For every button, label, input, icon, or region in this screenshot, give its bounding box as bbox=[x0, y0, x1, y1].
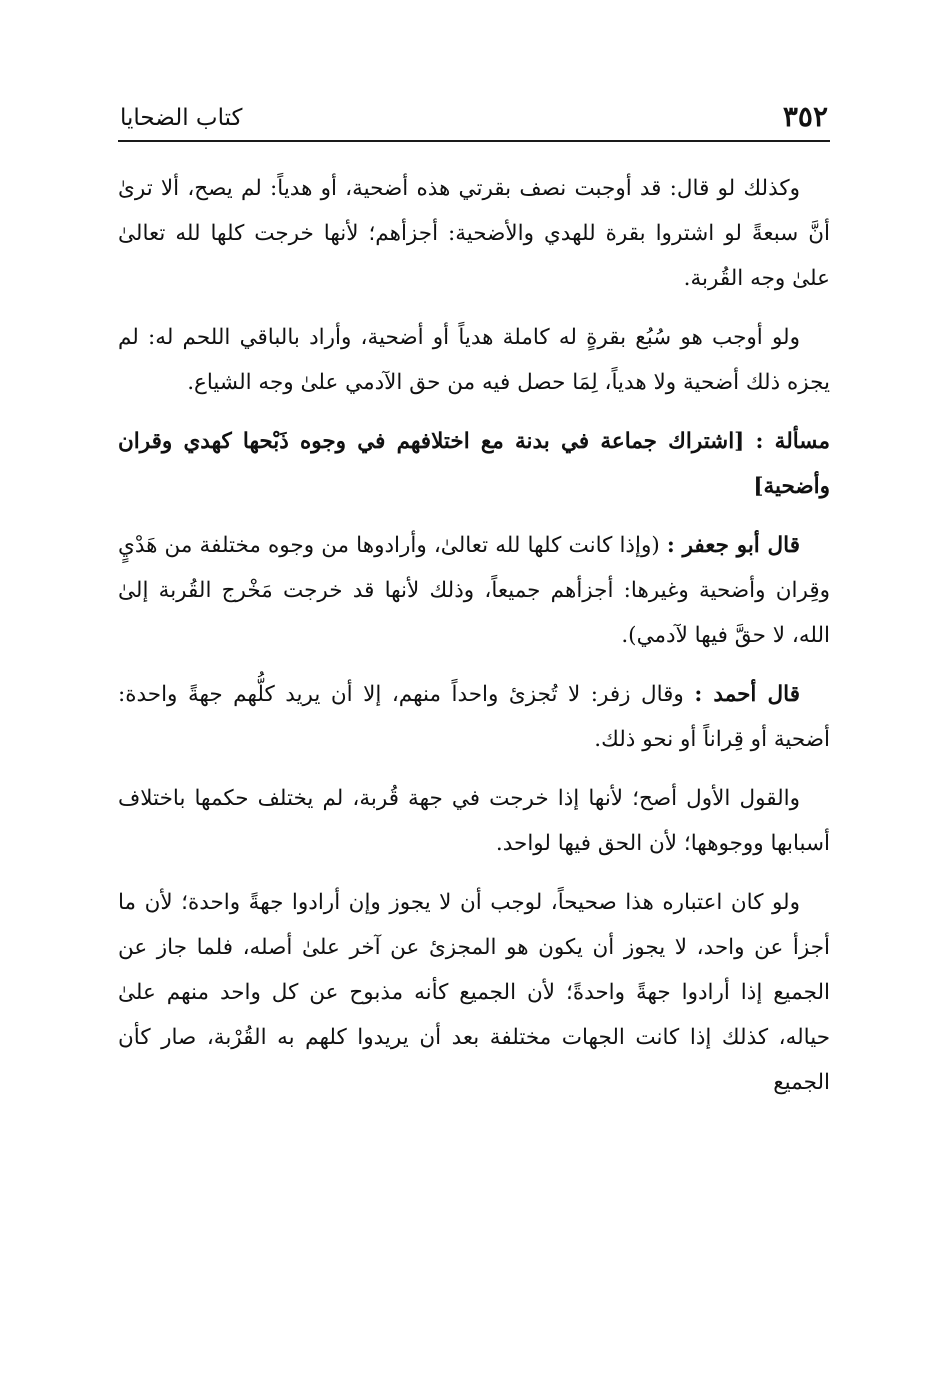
book-title: كتاب الضحايا bbox=[120, 105, 243, 131]
abu-jafar-text: (وإذا كانت كلها لله تعالىٰ، وأرادوها من وجوه مختلفة من هَدْيٍ وقِران وأضحية وغيرها: أجزأهم جميعاً، وذلك لأنها قد خرجت مَخْرج القُربة إلىٰ الله، لا حقَّ فيها لآدمي). bbox=[118, 533, 830, 648]
page-number: ٣٥٢ bbox=[782, 100, 828, 133]
abu-jafar-statement bbox=[118, 523, 830, 658]
paragraph-1: وكذلك لو قال: قد أوجبت نصف بقرتي هذه أضحية، أو هدياً: لم يصح، ألا ترىٰ أنَّ سبعةً لو اشتروا بقرة للهدي والأضحية: أجزأهم؛ لأنها خرجت كلها لله تعالىٰ علىٰ وجه القُربة. bbox=[118, 176, 830, 291]
ahmad-statement bbox=[118, 672, 830, 762]
paragraph-3: والقول الأول أصح؛ لأنها إذا خرجت في جهة قُربة، لم يختلف حكمها باختلاف أسبابها ووجوهها؛ لأن الحق فيها لواحد. bbox=[118, 786, 830, 856]
running-header bbox=[118, 96, 830, 142]
issue-label: مسألة : bbox=[755, 429, 830, 454]
ahmad-text: وقال زفر: لا تُجزئ واحداً منهم، إلا أن يريد كلُّهم جهةً واحدة: أضحية أو قِراناً أو نحو ذلك. bbox=[118, 682, 830, 752]
paragraph-4: ولو كان اعتباره هذا صحيحاً، لوجب أن لا يجوز وإن أرادوا جهةً واحدة؛ لأن ما أجزأ عن واحد، لا يجوز أن يكون هو المجزئ عن آخر علىٰ أصله، فلما جاز عن الجميع إذا أرادوا جهةً واحدةً؛ لأن الجميع كأنه مذبوح عن كل واحد منهم علىٰ حياله، كذلك إذا كانت الجهات مختلفة بعد أن يريدوا كلهم به القُرْبة، صار كأن الجميع bbox=[118, 890, 830, 1095]
issue-heading bbox=[118, 419, 830, 509]
body-text bbox=[118, 166, 830, 1105]
abu-jafar-speaker: قال أبو جعفر : bbox=[666, 533, 800, 558]
ahmad-speaker: قال أحمد : bbox=[694, 682, 800, 707]
paragraph-2: ولو أوجب هو سُبُع بقرةٍ له كاملة هدياً أو أضحية، وأراد بالباقي اللحم له: لم يجزه ذلك أضحية ولا هدياً، لِمَا حصل فيه من حق الآدمي علىٰ وجه الشياع. bbox=[118, 325, 830, 395]
issue-title: [اشتراك جماعة في بدنة مع اختلافهم في وجوه ذَبْحها كهدي وقران وأضحية] bbox=[118, 429, 830, 499]
book-page bbox=[118, 96, 830, 1119]
